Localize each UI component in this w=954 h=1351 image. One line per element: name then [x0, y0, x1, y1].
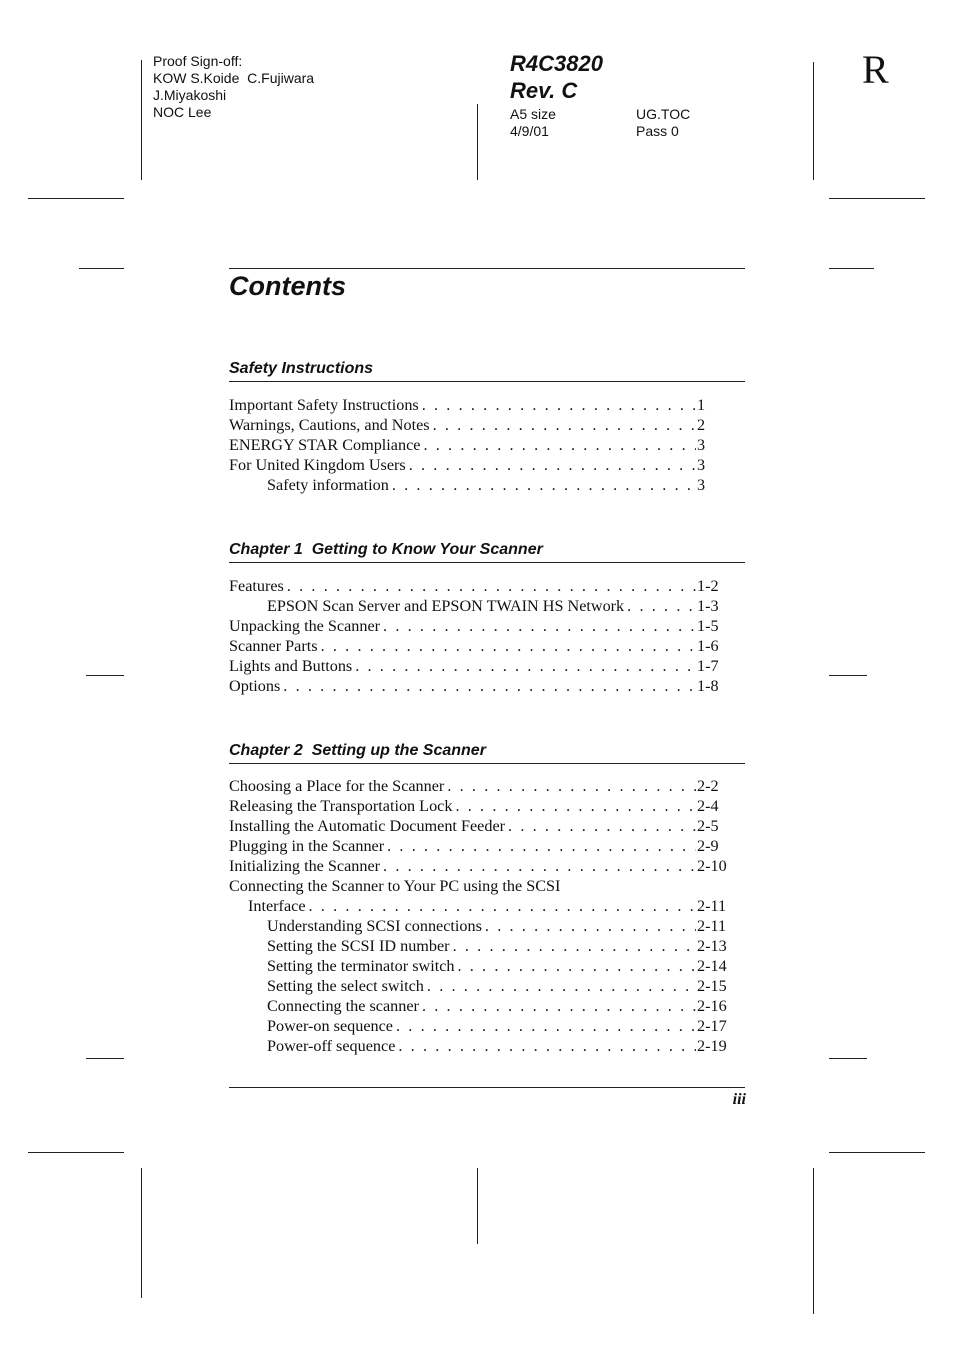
toc-entry-text: Safety information [267, 476, 389, 494]
toc-entry[interactable] [229, 415, 729, 435]
toc-entry[interactable] [229, 776, 729, 796]
toc-entry-page: 2-10 [697, 857, 727, 875]
toc-entry[interactable] [229, 936, 729, 956]
crop-mark [829, 675, 867, 676]
toc-entry-page: 2-11 [697, 917, 727, 935]
revision: Rev. C [510, 78, 578, 103]
toc-entry-page: 1-5 [697, 617, 719, 635]
toc-entry-text: Features [229, 577, 284, 595]
toc-entry[interactable] [229, 916, 729, 936]
toc-entry-page: 2-11 [697, 897, 727, 915]
toc-entry-text: EPSON Scan Server and EPSON TWAIN HS Network [267, 597, 625, 615]
toc-entry[interactable] [229, 896, 729, 916]
page-title: Contents [229, 271, 346, 301]
toc-entry-page: 3 [697, 436, 706, 454]
toc-entry-text: Installing the Automatic Document Feeder [229, 817, 506, 835]
toc-entry-text: Choosing a Place for the Scanner [229, 777, 445, 795]
toc-entry-text: Lights and Buttons [229, 657, 353, 675]
toc-entry-text: ENERGY STAR Compliance [229, 436, 421, 454]
toc-entry-text: Interface [248, 897, 306, 915]
toc-entry[interactable] [229, 1016, 729, 1036]
toc-entry[interactable] [229, 576, 729, 596]
toc-entry[interactable] [229, 636, 729, 656]
toc-entry-page: 2-15 [697, 977, 727, 995]
toc-entry[interactable] [229, 856, 729, 876]
toc-entry[interactable] [229, 976, 729, 996]
toc-entry-page: 2-17 [697, 1017, 727, 1035]
toc-list [229, 395, 729, 495]
toc-entry-text: Initializing the Scanner [229, 857, 381, 875]
toc-entry[interactable] [229, 956, 729, 976]
meta-date: 4/9/01 [510, 123, 549, 139]
toc-entry-page: 2-14 [697, 957, 727, 975]
toc-entry[interactable] [229, 435, 729, 455]
toc-entry-page: 1-3 [697, 597, 719, 615]
toc-entry[interactable] [229, 676, 729, 696]
section-rule [229, 381, 745, 382]
toc-entry-page: 1-7 [697, 657, 719, 675]
toc-entry[interactable] [229, 996, 729, 1016]
toc-entry-page: 3 [697, 456, 706, 474]
toc-entry[interactable] [229, 395, 729, 415]
crop-mark [829, 1058, 867, 1059]
toc-entry-text: Connecting the scanner [267, 997, 419, 1015]
proof-signoff [153, 53, 314, 121]
page-number: iii [732, 1091, 746, 1108]
toc-entry-text: For United Kingdom Users [229, 456, 406, 474]
meta-file: UG.TOC [636, 106, 691, 122]
footer-rule [229, 1087, 745, 1088]
section-heading: Safety Instructions [229, 360, 374, 377]
crop-mark [28, 198, 124, 199]
crop-mark [28, 1152, 124, 1153]
meta-size: A5 size [510, 106, 556, 122]
toc-entry-text: Options [229, 677, 281, 695]
crop-mark [829, 268, 874, 269]
crop-mark [477, 1168, 478, 1244]
toc-entry[interactable] [229, 796, 729, 816]
title-rule [229, 268, 745, 269]
toc-entry-page: 2-2 [697, 777, 719, 795]
toc-entry-page: 2-9 [697, 837, 719, 855]
toc-entry-text: Warnings, Cautions, and Notes [229, 416, 430, 434]
crop-mark [79, 268, 124, 269]
toc-entry[interactable] [229, 455, 729, 475]
toc-list [229, 776, 729, 1056]
toc-entry-text: Power-on sequence [267, 1017, 393, 1035]
proof-line: NOC Lee [153, 104, 212, 120]
toc-entry-text: Power-off sequence [267, 1037, 396, 1055]
crop-mark [477, 104, 478, 180]
section-rule [229, 763, 745, 764]
toc-entry[interactable] [229, 1036, 729, 1056]
toc-entry-page: 2-16 [697, 997, 727, 1015]
crop-mark [86, 1058, 124, 1059]
toc-entry-page: 2-19 [697, 1037, 727, 1055]
toc-entry-text: Important Safety Instructions [229, 396, 419, 414]
toc-entry-text: Releasing the Transportation Lock [229, 797, 453, 815]
toc-entry[interactable] [229, 836, 729, 856]
proof-line: J.Miyakoshi [153, 87, 227, 103]
toc-entry[interactable] [229, 616, 729, 636]
crop-mark [141, 60, 142, 180]
crop-mark [86, 675, 124, 676]
toc-entry-page: 1-2 [697, 577, 719, 595]
toc-entry-wrapped[interactable] [229, 876, 729, 896]
section-rule [229, 562, 745, 563]
toc-entry-text: Scanner Parts [229, 637, 318, 655]
corner-letter: R [862, 47, 889, 92]
crop-mark [813, 1168, 814, 1314]
crop-mark [813, 62, 814, 180]
toc-entry-text: Connecting the Scanner to Your PC using the SCSI [229, 877, 561, 895]
section-heading: Chapter 1 Getting to Know Your Scanner [229, 541, 543, 558]
proof-line: KOW S.Koide C.Fujiwara [153, 70, 315, 86]
toc-entry-text: Plugging in the Scanner [229, 837, 385, 855]
model-number: R4C3820 [510, 51, 603, 76]
toc-list [229, 576, 729, 696]
toc-entry-page: 3 [697, 476, 706, 494]
toc-entry-text: Setting the SCSI ID number [267, 937, 450, 955]
section-heading: Chapter 2 Setting up the Scanner [229, 742, 486, 759]
toc-entry-page: 2-5 [697, 817, 719, 835]
proof-line: Proof Sign-off: [153, 53, 243, 69]
crop-mark [141, 1168, 142, 1298]
toc-entry[interactable] [229, 596, 729, 616]
toc-entry-text: Understanding SCSI connections [267, 917, 482, 935]
toc-entry-page: 1-8 [697, 677, 719, 695]
toc-entry[interactable] [229, 656, 729, 676]
crop-mark [829, 198, 925, 199]
toc-entry[interactable] [229, 475, 729, 495]
toc-entry-page: 2-13 [697, 937, 727, 955]
meta-pass: Pass 0 [636, 123, 679, 139]
toc-entry-page: 1 [697, 396, 706, 414]
toc-entry-page: 1-6 [697, 637, 719, 655]
model-block [510, 50, 603, 104]
toc-entry-text: Setting the select switch [267, 977, 424, 995]
toc-entry-text: Setting the terminator switch [267, 957, 455, 975]
toc-entry-page: 2-4 [697, 797, 719, 815]
toc-entry-text: Unpacking the Scanner [229, 617, 381, 635]
document-meta [510, 106, 690, 140]
crop-mark [829, 1152, 925, 1153]
toc-entry-page: 2 [697, 416, 706, 434]
toc-entry[interactable] [229, 816, 729, 836]
